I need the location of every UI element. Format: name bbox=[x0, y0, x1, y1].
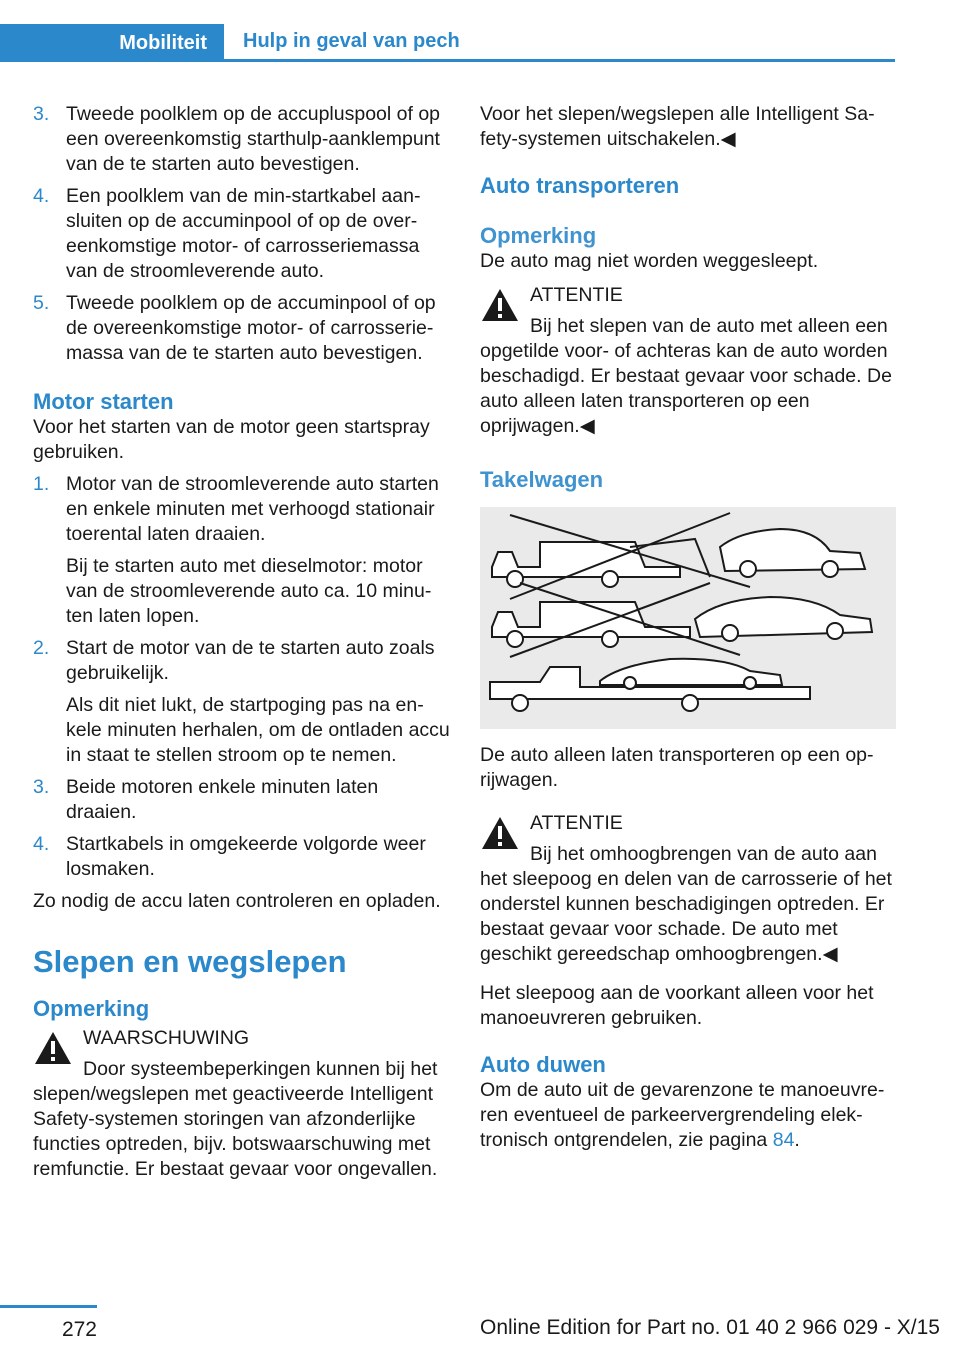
warning-triangle-icon bbox=[480, 287, 520, 323]
list-item bbox=[33, 775, 451, 825]
heading-auto-duwen: Auto duwen bbox=[480, 1052, 606, 1077]
tab-hulp-bij-pech[interactable]: Hulp in geval van pech bbox=[243, 30, 460, 52]
step-number: 4. bbox=[33, 833, 50, 855]
attention-text: opgetilde voor- of achteras kan de auto worden beschadigd. Er bestaat gevaar voor schade. De auto alleen laten transporteren op een oprijwagen.◀ bbox=[480, 340, 892, 437]
takel-text: De auto alleen laten transporteren op een oprijwagen. bbox=[480, 744, 874, 791]
step-number: 3. bbox=[33, 776, 50, 798]
duwen-body: Om de auto uit de gevarenzone te manoeuvreren eventueel de parkeervergrendeling elektronisch ontgrendelen, zie pagina bbox=[480, 1079, 885, 1151]
right-column bbox=[480, 102, 896, 1153]
warning-title: WAARSCHUWING bbox=[83, 1027, 250, 1049]
step-extra: Als dit niet lukt, de startpoging pas na enkele minuten herhalen, om de ontladen accu in staat te stellen stroom op te nemen. bbox=[66, 694, 450, 766]
tow-truck-illustration bbox=[480, 507, 896, 729]
warning-triangle-icon bbox=[480, 815, 520, 851]
attention-title: ATTENTIE bbox=[530, 284, 623, 306]
heading-opmerking: Opmerking bbox=[33, 996, 150, 1021]
warning-block bbox=[33, 1026, 451, 1182]
warning-first-line: Door systeembeperkingen kunnen bij het bbox=[83, 1058, 438, 1080]
left-column bbox=[33, 102, 451, 1182]
attention-block bbox=[480, 283, 896, 439]
warning-triangle-icon bbox=[33, 1030, 73, 1066]
list-item bbox=[33, 291, 451, 366]
step-text: Start de motor van de te starten auto zoals gebruikelijk. bbox=[66, 637, 435, 684]
tow-truck-image bbox=[480, 507, 896, 729]
list-item bbox=[33, 102, 451, 177]
attention-text: het sleepoog en delen van de carrosserie of het onderstel kunnen beschadigingen optreden. Er bestaat gevaar voor schade. De auto met geschikt gereedschap omhoogbrengen.◀ bbox=[480, 868, 892, 965]
attention-block bbox=[480, 811, 896, 967]
footer-rule bbox=[0, 1305, 97, 1308]
heading-opmerking: Opmerking bbox=[480, 223, 597, 248]
step-number: 4. bbox=[33, 185, 50, 207]
step-number: 5. bbox=[33, 292, 50, 314]
page-number: 272 bbox=[61, 1318, 97, 1341]
step-text: Startkabels in omgekeerde volgorde weer losmaken. bbox=[66, 833, 426, 880]
step-extra: Bij te starten auto met dieselmotor: motor van de stroomleverende auto ca. 10 minuten laten lopen. bbox=[66, 555, 432, 627]
edition-text: Online Edition for Part no. 01 40 2 966 029 - X/15 bbox=[480, 1316, 940, 1339]
list-item bbox=[33, 832, 451, 882]
step-text: Een poolklem van de min-startkabel aansluiten op de accuminpool of op de overeenkomstige motor- of carrosseriemassa van de stroomleverende auto. bbox=[66, 185, 421, 282]
intro-text: Voor het slepen/wegslepen alle Intelligent Safety-systemen uitschakelen.◀ bbox=[480, 103, 875, 150]
heading-takelwagen: Takelwagen bbox=[480, 467, 604, 492]
duwen-end: . bbox=[794, 1129, 800, 1151]
heading-auto-transporteren: Auto transporteren bbox=[480, 173, 680, 198]
step-number: 3. bbox=[33, 103, 50, 125]
motor-closing: Zo nodig de accu laten controleren en opladen. bbox=[33, 890, 441, 912]
list-item bbox=[33, 636, 451, 768]
header-rule bbox=[0, 59, 895, 62]
section-title: Slepen en wegslepen bbox=[33, 944, 347, 979]
attention-first-line: Bij het slepen van de auto met alleen een bbox=[530, 315, 888, 337]
attention-title: ATTENTIE bbox=[530, 812, 623, 834]
page-link[interactable]: 84 bbox=[772, 1129, 795, 1151]
step-text: Tweede poolklem op de accupluspool of op een overeenkomstig starthulp-aanklempunt van de te starten auto bevestigen. bbox=[66, 103, 441, 175]
list-item bbox=[33, 184, 451, 284]
list-item bbox=[33, 472, 451, 629]
step-number: 1. bbox=[33, 473, 50, 495]
step-text: Beide motoren enkele minuten laten draaien. bbox=[66, 776, 379, 823]
page-header bbox=[0, 24, 895, 62]
sleepoog-text: Het sleepoog aan de voorkant alleen voor het manoeuvreren gebruiken. bbox=[480, 982, 874, 1029]
duwen-text bbox=[480, 1078, 896, 1153]
opmerking-text: De auto mag niet worden weggesleept. bbox=[480, 250, 819, 272]
step-text: Motor van de stroomleverende auto starten en enkele minuten met verhoogd stationair toerental laten draaien. bbox=[66, 473, 439, 545]
step-text: Tweede poolklem op de accuminpool of op de overeenkomstige motor- of carrosseriemassa van de te starten auto bevestigen. bbox=[66, 292, 436, 364]
step-number: 2. bbox=[33, 637, 50, 659]
attention-first-line: Bij het omhoogbrengen van de auto aan bbox=[530, 843, 877, 865]
motor-intro: Voor het starten van de motor geen startspray gebruiken. bbox=[33, 416, 430, 463]
heading-motor-starten: Motor starten bbox=[33, 389, 174, 414]
warning-text: slepen/wegslepen met geactiveerde Intelligent Safety-systemen storingen van afzonderlijke functies optreden, bijv. botswaarschuwing met remfunctie. Er bestaat gevaar voor ongevallen. bbox=[33, 1083, 438, 1180]
tab-mobiliteit[interactable]: Mobiliteit bbox=[0, 24, 224, 62]
